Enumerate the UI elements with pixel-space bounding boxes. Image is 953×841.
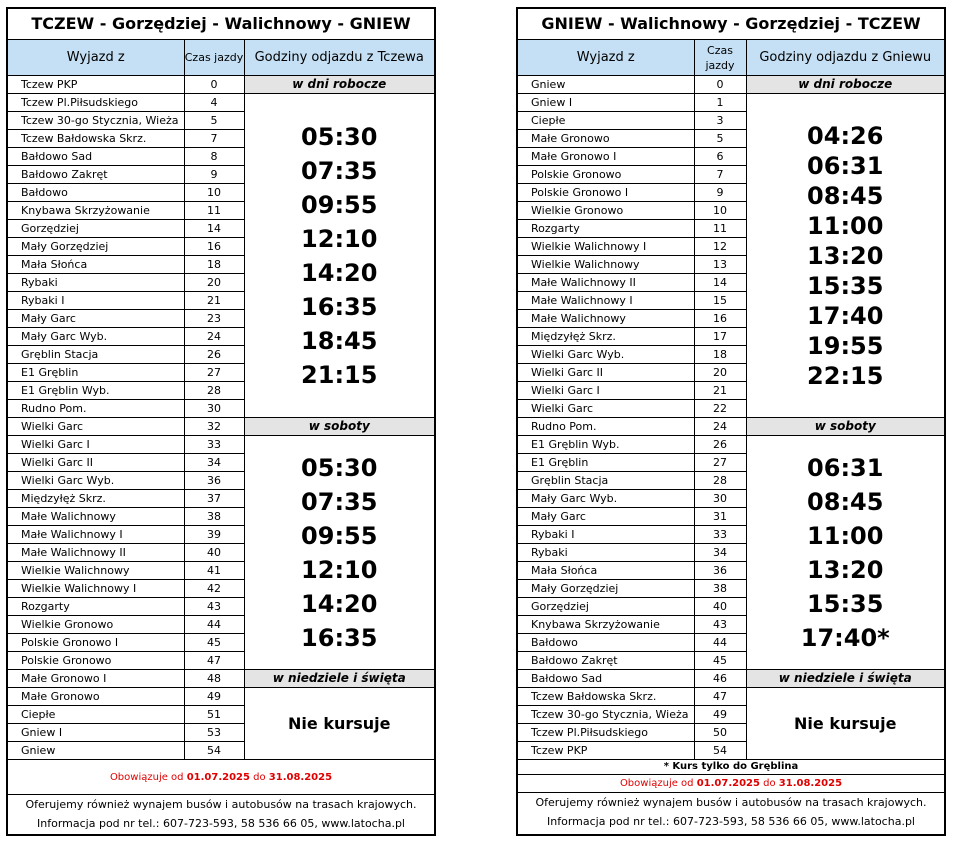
stop-name: Małe Walichnowy [518, 310, 694, 328]
header-travel-time: Czas jazdy [184, 40, 244, 76]
travel-time: 21 [184, 292, 244, 310]
stop-name: E1 Gręblin Wyb. [518, 436, 694, 454]
departure-time: 15:35 [807, 589, 884, 618]
departure-time: 13:20 [807, 555, 884, 584]
validity-row [518, 775, 944, 793]
section-label-sundays: w niedziele i święta [244, 670, 434, 688]
travel-time: 10 [694, 202, 746, 220]
footer-info [518, 793, 944, 832]
travel-time: 50 [694, 724, 746, 742]
header-travel-time: Czas jazdy [694, 40, 746, 76]
stop-name: Wielki Garc Wyb. [8, 472, 184, 490]
travel-time: 26 [694, 436, 746, 454]
departure-time: 05:30 [301, 453, 378, 482]
stop-name: Gniew [518, 76, 694, 94]
travel-time: 8 [184, 148, 244, 166]
timetable-table [518, 40, 944, 831]
stop-name: Rybaki I [8, 292, 184, 310]
stop-name: Wielkie Walichnowy I [518, 238, 694, 256]
travel-time: 5 [694, 130, 746, 148]
travel-time: 42 [184, 580, 244, 598]
departure-time: 11:00 [807, 521, 884, 550]
footer-info [8, 795, 434, 834]
departure-time: 07:35 [301, 487, 378, 516]
stop-name: Knybawa Skrzyżowanie [8, 202, 184, 220]
stop-name: E1 Gręblin [518, 454, 694, 472]
departure-time: 22:15 [807, 361, 884, 390]
travel-time: 32 [184, 418, 244, 436]
stop-name: Rudno Pom. [8, 400, 184, 418]
departure-time: 15:35 [807, 271, 884, 300]
travel-time: 7 [184, 130, 244, 148]
stop-name: Mały Garc [518, 508, 694, 526]
departure-time: 07:35 [301, 156, 378, 185]
departure-time: 04:26 [807, 121, 884, 150]
footnote: * Kurs tylko do Gręblina [518, 760, 944, 775]
section-label-weekdays: w dni robocze [244, 76, 434, 94]
header-departure-stop: Wyjazd z [8, 40, 184, 76]
header-departure-stop: Wyjazd z [518, 40, 694, 76]
timetable-gniew-tczew [516, 7, 946, 836]
departure-time: 14:20 [301, 589, 378, 618]
stop-name: Tczew Pl.Piłsudskiego [8, 94, 184, 112]
travel-time: 33 [694, 526, 746, 544]
stop-name: Mały Garc [8, 310, 184, 328]
validity-text [518, 775, 944, 793]
travel-time: 41 [184, 562, 244, 580]
stop-name: Rozgarty [518, 220, 694, 238]
travel-time: 6 [694, 148, 746, 166]
travel-time: 24 [694, 418, 746, 436]
stop-name: Rybaki [8, 274, 184, 292]
stop-name: Rudno Pom. [518, 418, 694, 436]
stop-name: E1 Gręblin [8, 364, 184, 382]
travel-time: 45 [184, 634, 244, 652]
stop-name: Wielki Garc [8, 418, 184, 436]
stop-name: Mały Gorzędziej [518, 580, 694, 598]
stop-name: Tczew Bałdowska Skrz. [8, 130, 184, 148]
travel-time: 39 [184, 526, 244, 544]
stop-name: Małe Walichnowy [8, 508, 184, 526]
travel-time: 24 [184, 328, 244, 346]
stop-name: Małe Gronowo [8, 688, 184, 706]
stop-row [518, 94, 944, 112]
stop-name: Bałdowo Sad [8, 148, 184, 166]
validity-from: 01.07.2025 [696, 778, 760, 789]
travel-time: 0 [694, 76, 746, 94]
stop-name: Małe Walichnowy I [518, 292, 694, 310]
timetable-tczew-gniew [6, 7, 436, 836]
stop-name: Rybaki I [518, 526, 694, 544]
stop-name: Ciepłe [518, 112, 694, 130]
section-label-saturdays: w soboty [244, 418, 434, 436]
departure-time: 12:10 [301, 224, 378, 253]
header-row [518, 40, 944, 76]
travel-time: 23 [184, 310, 244, 328]
stop-name: Ciepłe [8, 706, 184, 724]
travel-time: 38 [694, 580, 746, 598]
stop-name: Tczew PKP [518, 742, 694, 760]
stop-name: Tczew 30-go Stycznia, Wieża [518, 706, 694, 724]
departure-time: 08:45 [807, 181, 884, 210]
travel-time: 34 [694, 544, 746, 562]
stop-row [8, 94, 434, 112]
stop-name: Mała Słońca [8, 256, 184, 274]
travel-time: 51 [184, 706, 244, 724]
travel-time: 33 [184, 436, 244, 454]
departure-time: 06:31 [807, 453, 884, 482]
stop-name: Międzyłęż Skrz. [8, 490, 184, 508]
travel-time: 5 [184, 112, 244, 130]
travel-time: 0 [184, 76, 244, 94]
stop-name: Wielki Garc I [8, 436, 184, 454]
travel-time: 36 [694, 562, 746, 580]
stop-row [518, 688, 944, 706]
stop-name: Bałdowo Zakręt [518, 652, 694, 670]
stop-name: Mały Garc Wyb. [518, 490, 694, 508]
validity-text [8, 760, 434, 795]
stop-name: Gorzędziej [518, 598, 694, 616]
stop-name: Wielki Garc I [518, 382, 694, 400]
footer-row [8, 795, 434, 834]
departure-times-saturdays [244, 436, 434, 670]
stop-name: Wielki Garc [518, 400, 694, 418]
validity-pre: Obowiązuje od [109, 771, 187, 783]
stop-name: Polskie Gronowo [518, 166, 694, 184]
travel-time: 18 [694, 346, 746, 364]
header-row [8, 40, 434, 76]
stop-name: Rybaki [518, 544, 694, 562]
travel-time: 48 [184, 670, 244, 688]
travel-time: 44 [694, 634, 746, 652]
no-service-text: Nie kursuje [746, 688, 944, 760]
departure-times-weekdays [746, 94, 944, 418]
travel-time: 26 [184, 346, 244, 364]
footer-offer: Oferujemy również wynajem busów i autobusów na trasach krajowych. [25, 798, 417, 811]
stop-name: Tczew 30-go Stycznia, Wieża [8, 112, 184, 130]
departure-time: 21:15 [301, 360, 378, 389]
departure-time: 11:00 [807, 211, 884, 240]
stop-name: Małe Gronowo I [8, 670, 184, 688]
departure-time: 09:55 [301, 190, 378, 219]
stop-name: Wielkie Walichnowy I [8, 580, 184, 598]
departure-time: 16:35 [301, 623, 378, 652]
section-label-sundays: w niedziele i święta [746, 670, 944, 688]
stop-name: Wielkie Gronowo [8, 616, 184, 634]
stop-name: Gręblin Stacja [8, 346, 184, 364]
validity-row [8, 760, 434, 795]
stop-name: Małe Gronowo I [518, 148, 694, 166]
stop-name: Wielki Garc II [518, 364, 694, 382]
travel-time: 10 [184, 184, 244, 202]
stop-name: Małe Walichnowy II [518, 274, 694, 292]
stop-name: Gniew I [8, 724, 184, 742]
stop-name: Rozgarty [8, 598, 184, 616]
travel-time: 45 [694, 652, 746, 670]
travel-time: 27 [694, 454, 746, 472]
stop-name: Mała Słońca [518, 562, 694, 580]
departure-time: 18:45 [301, 326, 378, 355]
departure-time: 09:55 [301, 521, 378, 550]
stop-name: Wielki Garc Wyb. [518, 346, 694, 364]
timetable-title: TCZEW - Gorzędziej - Walichnowy - GNIEW [8, 9, 434, 40]
footer-contact: Informacja pod nr tel.: 607-723-593, 58 536 66 05, www.latocha.pl [547, 815, 915, 828]
travel-time: 28 [184, 382, 244, 400]
travel-time: 40 [184, 544, 244, 562]
departure-time: 12:10 [301, 555, 378, 584]
stop-name: Bałdowo [8, 184, 184, 202]
stop-row [518, 670, 944, 688]
stop-name: Bałdowo Zakręt [8, 166, 184, 184]
stop-name: Gniew I [518, 94, 694, 112]
note-row [518, 760, 944, 775]
departure-time: 17:40 [807, 301, 884, 330]
validity-to: 31.08.2025 [778, 778, 843, 789]
footer-row [518, 793, 944, 832]
stop-name: Wielkie Walichnowy [8, 562, 184, 580]
travel-time: 20 [184, 274, 244, 292]
travel-time: 49 [184, 688, 244, 706]
travel-time: 43 [694, 616, 746, 634]
travel-time: 11 [694, 220, 746, 238]
travel-time: 30 [184, 400, 244, 418]
travel-time: 34 [184, 454, 244, 472]
travel-time: 4 [184, 94, 244, 112]
departure-times-saturdays [746, 436, 944, 670]
stop-row [518, 418, 944, 436]
travel-time: 9 [694, 184, 746, 202]
stop-row [8, 418, 434, 436]
stop-name: Polskie Gronowo I [518, 184, 694, 202]
travel-time: 28 [694, 472, 746, 490]
travel-time: 54 [184, 742, 244, 760]
travel-time: 37 [184, 490, 244, 508]
travel-time: 47 [184, 652, 244, 670]
travel-time: 43 [184, 598, 244, 616]
travel-time: 14 [184, 220, 244, 238]
travel-time: 44 [184, 616, 244, 634]
stop-name: Małe Walichnowy I [8, 526, 184, 544]
stop-name: Bałdowo Sad [518, 670, 694, 688]
stop-name: Mały Garc Wyb. [8, 328, 184, 346]
timetable-title: GNIEW - Walichnowy - Gorzędziej - TCZEW [518, 9, 944, 40]
travel-time: 27 [184, 364, 244, 382]
travel-time: 46 [694, 670, 746, 688]
stop-name: Mały Gorzędziej [8, 238, 184, 256]
stop-name: Wielki Garc II [8, 454, 184, 472]
departure-time: 05:30 [301, 122, 378, 151]
stop-name: Bałdowo [518, 634, 694, 652]
travel-time: 15 [694, 292, 746, 310]
stop-name: Gorzędziej [8, 220, 184, 238]
departure-time: 06:31 [807, 151, 884, 180]
section-label-saturdays: w soboty [746, 418, 944, 436]
stop-name: Międzyłęż Skrz. [518, 328, 694, 346]
departure-time: 13:20 [807, 241, 884, 270]
header-departure-times: Godziny odjazdu z Tczewa [244, 40, 434, 76]
stop-name: Tczew PKP [8, 76, 184, 94]
travel-time: 36 [184, 472, 244, 490]
stop-row [8, 688, 434, 706]
travel-time: 30 [694, 490, 746, 508]
stop-name: Knybawa Skrzyżowanie [518, 616, 694, 634]
footer-contact: Informacja pod nr tel.: 607-723-593, 58 536 66 05, www.latocha.pl [37, 817, 405, 830]
travel-time: 3 [694, 112, 746, 130]
travel-time: 54 [694, 742, 746, 760]
no-service-text: Nie kursuje [244, 688, 434, 760]
travel-time: 20 [694, 364, 746, 382]
departure-time: 19:55 [807, 331, 884, 360]
travel-time: 16 [694, 310, 746, 328]
stop-row [518, 436, 944, 454]
stop-row [8, 436, 434, 454]
travel-time: 9 [184, 166, 244, 184]
stop-row [518, 76, 944, 94]
stop-name: Wielkie Gronowo [518, 202, 694, 220]
departure-time: 14:20 [301, 258, 378, 287]
travel-time: 14 [694, 274, 746, 292]
travel-time: 53 [184, 724, 244, 742]
timetable-table [8, 40, 434, 833]
travel-time: 7 [694, 166, 746, 184]
stop-name: Małe Walichnowy II [8, 544, 184, 562]
validity-from: 01.07.2025 [186, 771, 250, 783]
travel-time: 12 [694, 238, 746, 256]
travel-time: 21 [694, 382, 746, 400]
stop-name: Gręblin Stacja [518, 472, 694, 490]
travel-time: 18 [184, 256, 244, 274]
stop-name: Małe Gronowo [518, 130, 694, 148]
validity-pre: Obowiązuje od [619, 778, 697, 789]
stop-name: Polskie Gronowo [8, 652, 184, 670]
stop-row [8, 670, 434, 688]
travel-time: 47 [694, 688, 746, 706]
travel-time: 13 [694, 256, 746, 274]
travel-time: 11 [184, 202, 244, 220]
stop-row [8, 76, 434, 94]
travel-time: 16 [184, 238, 244, 256]
footer-offer: Oferujemy również wynajem busów i autobusów na trasach krajowych. [535, 796, 927, 809]
stop-name: Wielkie Walichnowy [518, 256, 694, 274]
travel-time: 38 [184, 508, 244, 526]
departure-times-weekdays [244, 94, 434, 418]
stop-name: Gniew [8, 742, 184, 760]
section-label-weekdays: w dni robocze [746, 76, 944, 94]
departure-time: 08:45 [807, 487, 884, 516]
validity-mid: do [249, 771, 269, 783]
travel-time: 1 [694, 94, 746, 112]
departure-time: 16:35 [301, 292, 378, 321]
departure-time: 17:40* [800, 623, 890, 652]
travel-time: 17 [694, 328, 746, 346]
travel-time: 40 [694, 598, 746, 616]
travel-time: 49 [694, 706, 746, 724]
stop-name: Polskie Gronowo I [8, 634, 184, 652]
validity-to: 31.08.2025 [268, 771, 333, 783]
travel-time: 31 [694, 508, 746, 526]
travel-time: 22 [694, 400, 746, 418]
validity-mid: do [759, 778, 779, 789]
stop-name: Tczew Pl.Piłsudskiego [518, 724, 694, 742]
stop-name: Tczew Bałdowska Skrz. [518, 688, 694, 706]
header-departure-times: Godziny odjazdu z Gniewu [746, 40, 944, 76]
stop-name: E1 Gręblin Wyb. [8, 382, 184, 400]
